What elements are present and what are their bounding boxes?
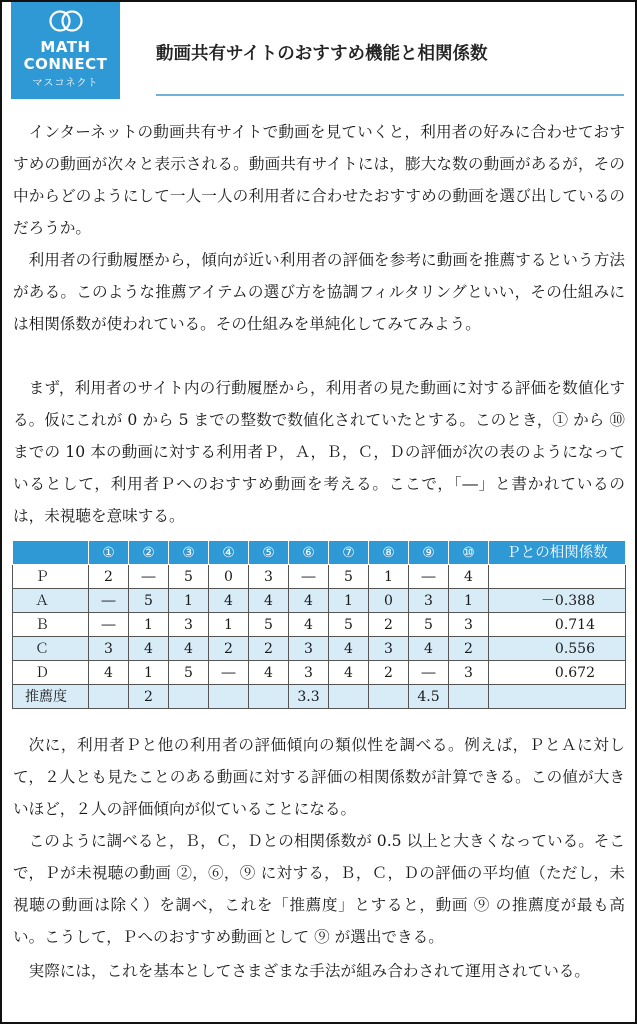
table-cell: 2 bbox=[89, 565, 129, 589]
table-header-cell: ① bbox=[89, 541, 129, 565]
table-cell: 1 bbox=[209, 613, 249, 637]
table-cell: 4 bbox=[89, 661, 129, 685]
table-cell: Ｄ bbox=[13, 661, 89, 685]
paragraph-1: インターネットの動画共有サイトで動画を見ていくと，利用者の好みに合わせておすすめの動画が次々と表示される。動画共有サイトには，膨大な数の動画があるが，その中からどのようにして一人一人の利用者に合わせたおすすめの動画を選び出しているのだろうか。 bbox=[13, 123, 625, 237]
table-cell: ― bbox=[209, 661, 249, 685]
table-row bbox=[13, 685, 626, 709]
table-cell: 0 bbox=[369, 589, 409, 613]
table-cell: 5 bbox=[329, 613, 369, 637]
table-cell: 5 bbox=[409, 613, 449, 637]
table-row bbox=[13, 565, 626, 589]
table-cell: 3 bbox=[169, 613, 209, 637]
table-cell: 1 bbox=[129, 661, 169, 685]
table-cell: Ｂ bbox=[13, 613, 89, 637]
table-cell: 4.5 bbox=[409, 685, 449, 709]
table-header-cell: Ｐとの相関係数 bbox=[489, 541, 626, 565]
table-cell bbox=[329, 685, 369, 709]
table-cell: －0.388 bbox=[489, 589, 626, 613]
table-cell: 4 bbox=[209, 589, 249, 613]
table-header-cell: ⑦ bbox=[329, 541, 369, 565]
table-row bbox=[13, 637, 626, 661]
table-cell: 3 bbox=[449, 661, 489, 685]
table-header-cell: ⑤ bbox=[249, 541, 289, 565]
paragraph-2: 利用者の行動履歴から，傾向が近い利用者の評価を参考に動画を推薦するという方法がある。このような推薦アイテムの選び方を協調フィルタリングといい，その仕組みには相関係数が使われている。その仕組みを単純化してみてみよう。 bbox=[13, 251, 625, 333]
table-cell: 2 bbox=[249, 637, 289, 661]
page-title: 動画共有サイトのおすすめ機能と相関係数 bbox=[156, 44, 488, 64]
table-header-cell: ⑩ bbox=[449, 541, 489, 565]
table-cell: 3.3 bbox=[289, 685, 329, 709]
table-cell: 4 bbox=[329, 661, 369, 685]
table-header-row bbox=[13, 541, 626, 565]
table-cell: 4 bbox=[249, 589, 289, 613]
table-header-cell: ⑨ bbox=[409, 541, 449, 565]
table-cell: 3 bbox=[449, 613, 489, 637]
table-cell: 5 bbox=[329, 565, 369, 589]
table-cell: 3 bbox=[89, 637, 129, 661]
table-cell: 3 bbox=[289, 637, 329, 661]
table-cell: 1 bbox=[329, 589, 369, 613]
table-cell bbox=[209, 685, 249, 709]
title-underline bbox=[156, 94, 624, 96]
paragraph-5: このように調べると，Ｂ，Ｃ，Ｄとの相関係数が 0.5 以上と大きくなっている。そこで，Ｐが未視聴の動画 ②，⑥，⑨ に対する，Ｂ，Ｃ，Ｄの評価の平均値（ただし，未視聴の動画は除く）を調べ，これを「推薦度」とすると，動画 ⑨ の推薦度が最も高い。こうして，Ｐへのおすすめ動画として ⑨ が選出できる。 bbox=[13, 832, 625, 946]
table-cell: 0 bbox=[209, 565, 249, 589]
table-cell: ― bbox=[289, 565, 329, 589]
table-cell: ― bbox=[129, 565, 169, 589]
table-cell bbox=[249, 685, 289, 709]
table-cell: 4 bbox=[289, 589, 329, 613]
table-cell bbox=[169, 685, 209, 709]
table-cell: 5 bbox=[169, 661, 209, 685]
table-cell: 3 bbox=[289, 661, 329, 685]
table-cell: 4 bbox=[249, 661, 289, 685]
table-cell: 1 bbox=[369, 565, 409, 589]
table-cell: 4 bbox=[449, 565, 489, 589]
table-header-cell bbox=[13, 541, 89, 565]
table-cell: 3 bbox=[409, 589, 449, 613]
table-cell: 3 bbox=[249, 565, 289, 589]
table-cell: Ｐ bbox=[13, 565, 89, 589]
table-cell: 0.672 bbox=[489, 661, 626, 685]
table-cell: 4 bbox=[329, 637, 369, 661]
table-cell: 1 bbox=[449, 589, 489, 613]
table-header-cell: ⑥ bbox=[289, 541, 329, 565]
table-cell: 推薦度 bbox=[13, 685, 89, 709]
table-cell: 2 bbox=[209, 637, 249, 661]
table-cell: 2 bbox=[369, 613, 409, 637]
table-cell bbox=[89, 685, 129, 709]
table-cell: 2 bbox=[129, 685, 169, 709]
table-cell bbox=[489, 565, 626, 589]
table-cell: 3 bbox=[369, 637, 409, 661]
table-cell: 4 bbox=[409, 637, 449, 661]
ratings-table bbox=[12, 540, 626, 709]
table-cell: 1 bbox=[169, 589, 209, 613]
paragraph-3: まず，利用者のサイト内の行動履歴から，利用者の見た動画に対する評価を数値化する。仮にこれが 0 から 5 までの整数で数値化されていたとする。このとき，① から ⑩ までの 10 本の動画に対する利用者Ｐ，Ａ，Ｂ，Ｃ，Ｄの評価が次の表のようになっているとして，利用者Ｐへのおすすめ動画を考える。ここで，「―」と書かれているのは，未視聴を意味する。 bbox=[13, 379, 625, 525]
math-connect-logo bbox=[11, 2, 120, 99]
table-row bbox=[13, 589, 626, 613]
table-cell bbox=[449, 685, 489, 709]
paragraph-6: 実際には，これを基本としてさまざまな手法が組み合わされて運用されている。 bbox=[28, 962, 590, 980]
table-cell: 4 bbox=[289, 613, 329, 637]
table-cell: 1 bbox=[129, 613, 169, 637]
rings-icon bbox=[49, 6, 83, 36]
table-cell: 5 bbox=[129, 589, 169, 613]
table-row bbox=[13, 613, 626, 637]
table-cell: Ｃ bbox=[13, 637, 89, 661]
table-cell: 2 bbox=[369, 661, 409, 685]
logo-line3: マスコネクト bbox=[32, 78, 99, 89]
table-cell: 4 bbox=[169, 637, 209, 661]
table-cell bbox=[369, 685, 409, 709]
table-cell: 2 bbox=[449, 637, 489, 661]
table-cell: ― bbox=[89, 613, 129, 637]
table-cell: ― bbox=[89, 589, 129, 613]
logo-line2: CONNECT bbox=[23, 55, 108, 73]
table-cell: 0.556 bbox=[489, 637, 626, 661]
table-header-cell: ④ bbox=[209, 541, 249, 565]
table-cell: Ａ bbox=[13, 589, 89, 613]
table-row bbox=[13, 661, 626, 685]
table-cell: 5 bbox=[169, 565, 209, 589]
paragraph-4: 次に，利用者Ｐと他の利用者の評価傾向の類似性を調べる。例えば，ＰとＡに対して，２人とも見たことのある動画に対する評価の相関係数が計算できる。この値が大きいほど，２人の評価傾向が似ていることになる。 bbox=[13, 736, 625, 818]
table-cell: 4 bbox=[129, 637, 169, 661]
table-header-cell: ③ bbox=[169, 541, 209, 565]
table-cell: ― bbox=[409, 661, 449, 685]
table-header-cell: ⑧ bbox=[369, 541, 409, 565]
table-header-cell: ② bbox=[129, 541, 169, 565]
table-cell: 0.714 bbox=[489, 613, 626, 637]
table-cell bbox=[489, 685, 626, 709]
table-cell: ― bbox=[409, 565, 449, 589]
logo-line1: MATH bbox=[40, 38, 91, 56]
table-cell: 5 bbox=[249, 613, 289, 637]
